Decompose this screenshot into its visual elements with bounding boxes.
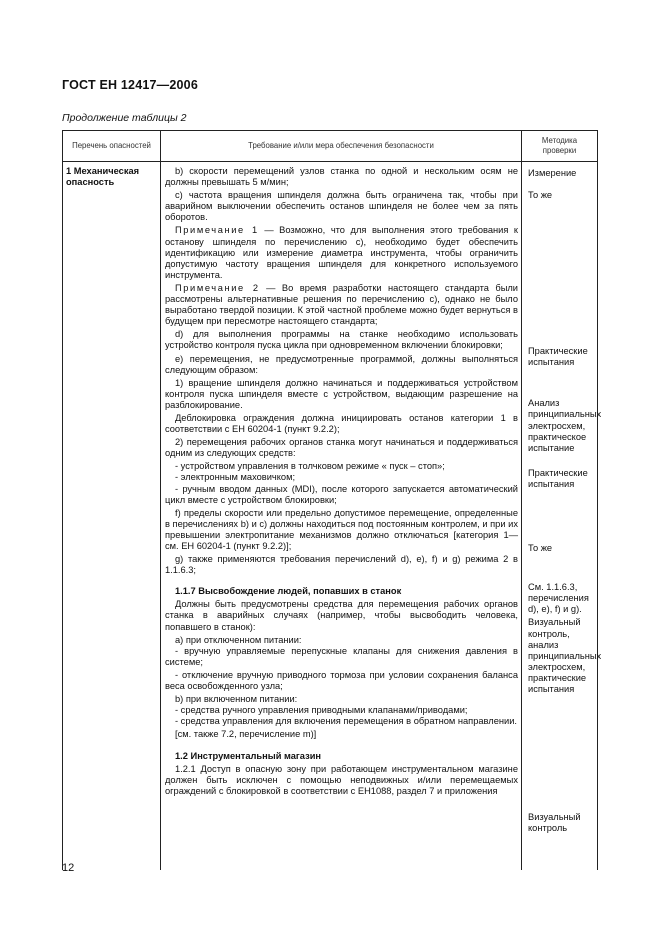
note-paragraph: [165, 225, 518, 280]
method-item: Практические испытания: [528, 346, 588, 368]
requirement-item: 1) вращение шпинделя должно начинаться и поддерживаться устройством контроля пуска шпинделя вместе с устройством, выдающим разрешение на разблокирование.: [165, 377, 518, 410]
column-header-requirements: Требование и/или мера обеспечения безопасности: [161, 131, 522, 162]
requirement-item: - ручным вводом данных (MDI), после которого запускается автоматический цикл вместе с устройством блокировки;: [165, 483, 518, 505]
requirement-item: b) при включенном питании:: [175, 694, 298, 705]
note-text: — Во время разработки настоящего стандарта были рассмотрены альтернативные решения по перечислению с), однако не было выработано твердой позиции. К этой частной проблеме можно будет вернуться в будущем при пересмотре настоящего стандарта;: [165, 282, 518, 327]
requirement-item: Деблокировка ограждения должна инициировать останов категории 1 в соответствии с ЕН 60204-1 (пункт 9.2.2);: [165, 412, 518, 435]
requirement-item: a) при отключенном питании:: [175, 634, 302, 645]
requirement-item: f) пределы скорости или предельно допустимое перемещение, определенные в перечислениях b) и с) должны находиться под постоянным контролем, и при их превышении электропитание механизмов должно отключаться [категория 1— см. ЕН 60204-1 (пункт 9.2.2)];: [165, 507, 518, 551]
requirement-item: d) для выполнения программы на станке необходимо использовать устройство контроля пуска цикла при одновременном включении блокировки;: [165, 329, 518, 351]
subsection-title: 1.2 Инструментальный магазин: [175, 750, 322, 761]
requirement-item: - средства управления для включения перемещения в обратном направлении.: [175, 716, 517, 727]
method-item: Анализ принципиальных электросхем, практическое испытание: [528, 398, 602, 453]
method-cell: [522, 162, 602, 871]
requirement-item: Должны быть предусмотрены средства для перемещения рабочих органов станка в аварийных случаях (например, чтобы высвободить человека, попавшего в станок):: [165, 599, 518, 632]
method-item: См. 1.1.6.3, перечисления d), e), f) и g).: [528, 582, 589, 615]
column-header-hazards: Перечень опасностей: [63, 131, 161, 162]
requirement-item: - электронным маховичком;: [175, 472, 296, 483]
requirement-item: - отключение вручную приводного тормоза при условии сохранения баланса веса освобожденного узла;: [165, 669, 518, 692]
note-label: Примечание 1: [175, 225, 259, 236]
note-text: — Возможно, что для выполнения этого требования к останову шпинделя по перечислению с), необходимо будет обеспечить идентификацию или измерение диаметра инструмента, чтобы ограничить допустимую частоту вращения шпинделя для конкретного используемого инструмента.: [165, 225, 518, 280]
table-row: [63, 162, 598, 871]
method-item: Визуальный контроль, анализ принципиальных электросхем, практические испытания: [528, 617, 602, 694]
requirements-table: [62, 130, 602, 870]
document-header: ГОСТ ЕН 12417—2006: [62, 78, 198, 92]
subsection-title: 1.1.7 Высвобождение людей, попавших в станок: [175, 586, 402, 597]
page-number: 12: [62, 862, 75, 874]
note-paragraph: [165, 283, 518, 327]
requirements-cell: [161, 162, 522, 871]
requirement-item: 1.2.1 Доступ в опасную зону при работающем инструментальном магазине должен быть исключен с помощью неподвижных и/или перемещаемых ограждений с блокировкой в соответствии с ЕН1088, раздел 7 и приложения: [165, 763, 518, 796]
method-item: Практические испытания: [528, 467, 588, 489]
requirement-item: - устройством управления в толчковом режиме « пуск – стоп»;: [175, 461, 445, 472]
requirement-item: e) перемещения, не предусмотренные программой, должны выполняться следующим образом:: [165, 353, 518, 375]
method-item: Визуальный контроль: [528, 812, 581, 834]
method-item: То же: [528, 190, 553, 201]
table-continuation-caption: Продолжение таблицы 2: [62, 112, 187, 124]
column-header-method: Методика проверки: [522, 131, 598, 162]
hazard-cell: 1 Механическая опасность: [63, 162, 161, 871]
table-header-row: [63, 131, 598, 162]
requirement-item: 2) перемещения рабочих органов станка могут начинаться и поддерживаться одним из следующих средств:: [165, 437, 518, 459]
requirement-item: b) скорости перемещений узлов станка по одной и нескольким осям не должны превышать 5 м/мин;: [165, 166, 518, 188]
method-item: Измерение: [528, 168, 577, 178]
note-label: Примечание 2: [175, 282, 260, 293]
requirement-item: c) частота вращения шпинделя должна быть ограничена так, чтобы при аварийном выключении обеспечить останов шпинделя не более чем за пять оборотов.: [165, 190, 518, 223]
requirement-item: - средства ручного управления приводными клапанами/приводами;: [175, 705, 468, 716]
requirement-item: - вручную управляемые перепускные клапаны для снижения давления в системе;: [165, 645, 518, 667]
requirement-item: [см. также 7.2, перечисление m)]: [175, 729, 317, 740]
method-item: То же: [528, 543, 553, 554]
requirement-item: g) также применяются требования перечислений d), e), f) и g) режима 2 в 1.1.6.3;: [165, 554, 518, 576]
